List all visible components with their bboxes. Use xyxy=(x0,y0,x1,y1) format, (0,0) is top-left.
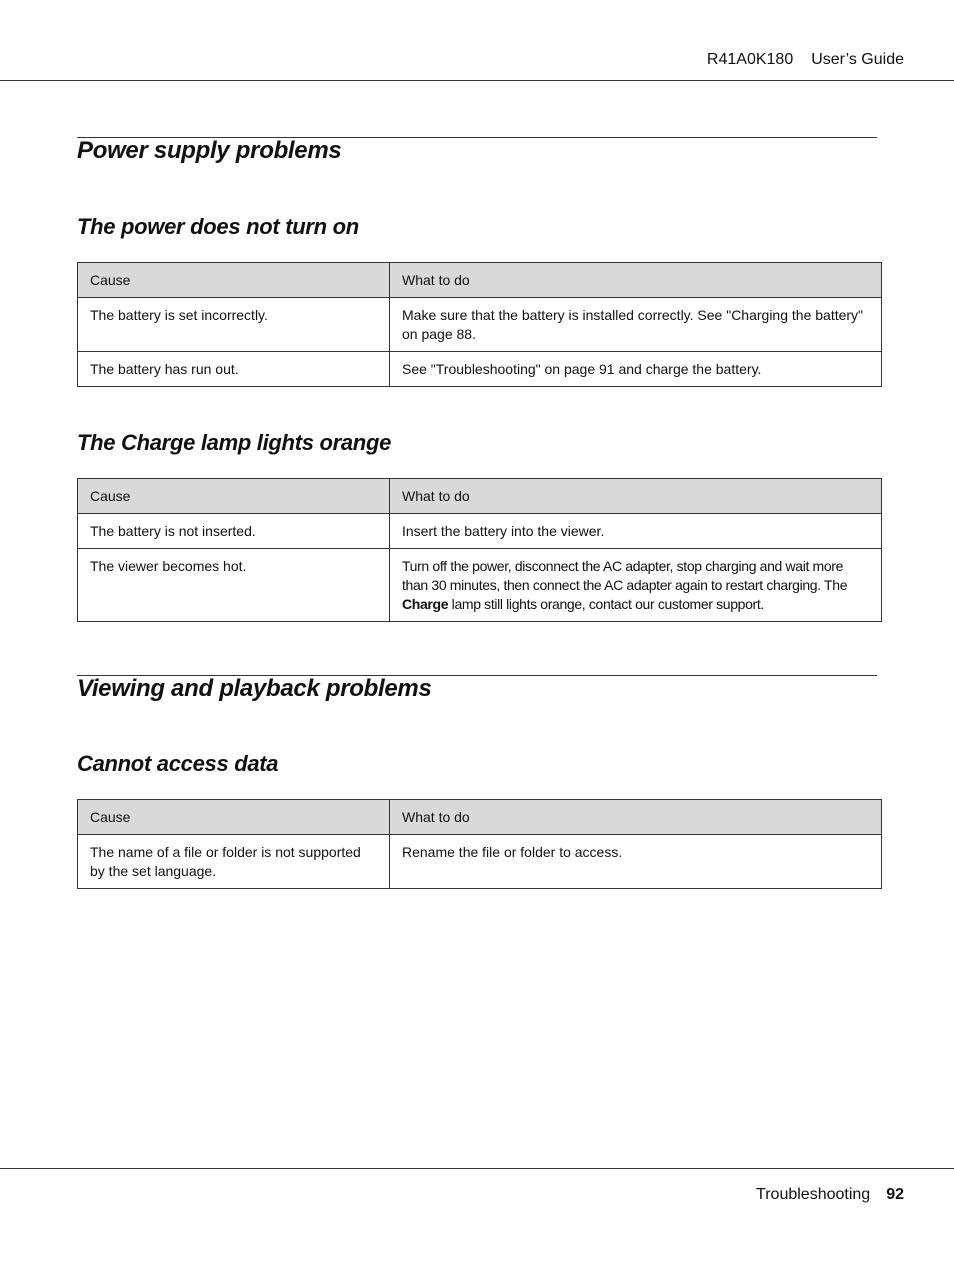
footer-text xyxy=(756,1186,904,1204)
action-text: Turn off the power, disconnect the AC adapter, stop charging and wait more than 30 minutes, then connect the AC adapter again to restart charging. The xyxy=(402,558,848,593)
page-footer xyxy=(0,1168,954,1169)
column-header-what-to-do: What to do xyxy=(390,800,882,835)
table-header-row xyxy=(78,479,882,514)
cause-cell: The battery is not inserted. xyxy=(78,514,390,549)
page-header xyxy=(0,0,954,81)
action-cell: Rename the file or folder to access. xyxy=(390,835,882,889)
table-row xyxy=(78,835,882,889)
table-header-row xyxy=(78,800,882,835)
footer-section-name: Troubleshooting xyxy=(756,1186,871,1203)
cause-cell: The battery has run out. xyxy=(78,352,390,387)
cause-cell: The battery is set incorrectly. xyxy=(78,298,390,352)
charge-lamp-name: Charge xyxy=(402,596,449,612)
table-charge-lamp xyxy=(77,478,882,622)
column-header-what-to-do: What to do xyxy=(390,479,882,514)
table-row xyxy=(78,352,882,387)
header-text xyxy=(707,51,904,69)
action-cell: Insert the battery into the viewer. xyxy=(390,514,882,549)
table-header-row xyxy=(78,263,882,298)
column-header-what-to-do: What to do xyxy=(390,263,882,298)
cause-cell: The name of a file or folder is not supported by the set language. xyxy=(78,835,390,889)
action-cell: Make sure that the battery is installed correctly. See "Charging the battery" on page 88. xyxy=(390,298,882,352)
subsection-title-cannot-access: Cannot access data xyxy=(77,751,279,776)
table-row xyxy=(78,514,882,549)
table-row xyxy=(78,298,882,352)
action-cell xyxy=(390,549,882,622)
action-text: lamp still lights orange, contact our customer support. xyxy=(448,596,764,612)
guide-title: User’s Guide xyxy=(811,51,904,68)
page-number: 92 xyxy=(886,1186,904,1203)
action-cell: See "Troubleshooting" on page 91 and charge the battery. xyxy=(390,352,882,387)
table-cannot-access xyxy=(77,799,882,889)
subsection-title-power-not-on: The power does not turn on xyxy=(77,214,359,239)
subsection-title-charge-lamp: The Charge lamp lights orange xyxy=(77,430,392,455)
section-title-viewing-playback: Viewing and playback problems xyxy=(77,675,432,702)
column-header-cause: Cause xyxy=(78,479,390,514)
column-header-cause: Cause xyxy=(78,263,390,298)
document-id: R41A0K180 xyxy=(706,51,794,68)
table-power-not-on xyxy=(77,262,882,387)
section-title-power-supply: Power supply problems xyxy=(77,137,342,164)
column-header-cause: Cause xyxy=(78,800,390,835)
cause-cell: The viewer becomes hot. xyxy=(78,549,390,622)
table-row xyxy=(78,549,882,622)
